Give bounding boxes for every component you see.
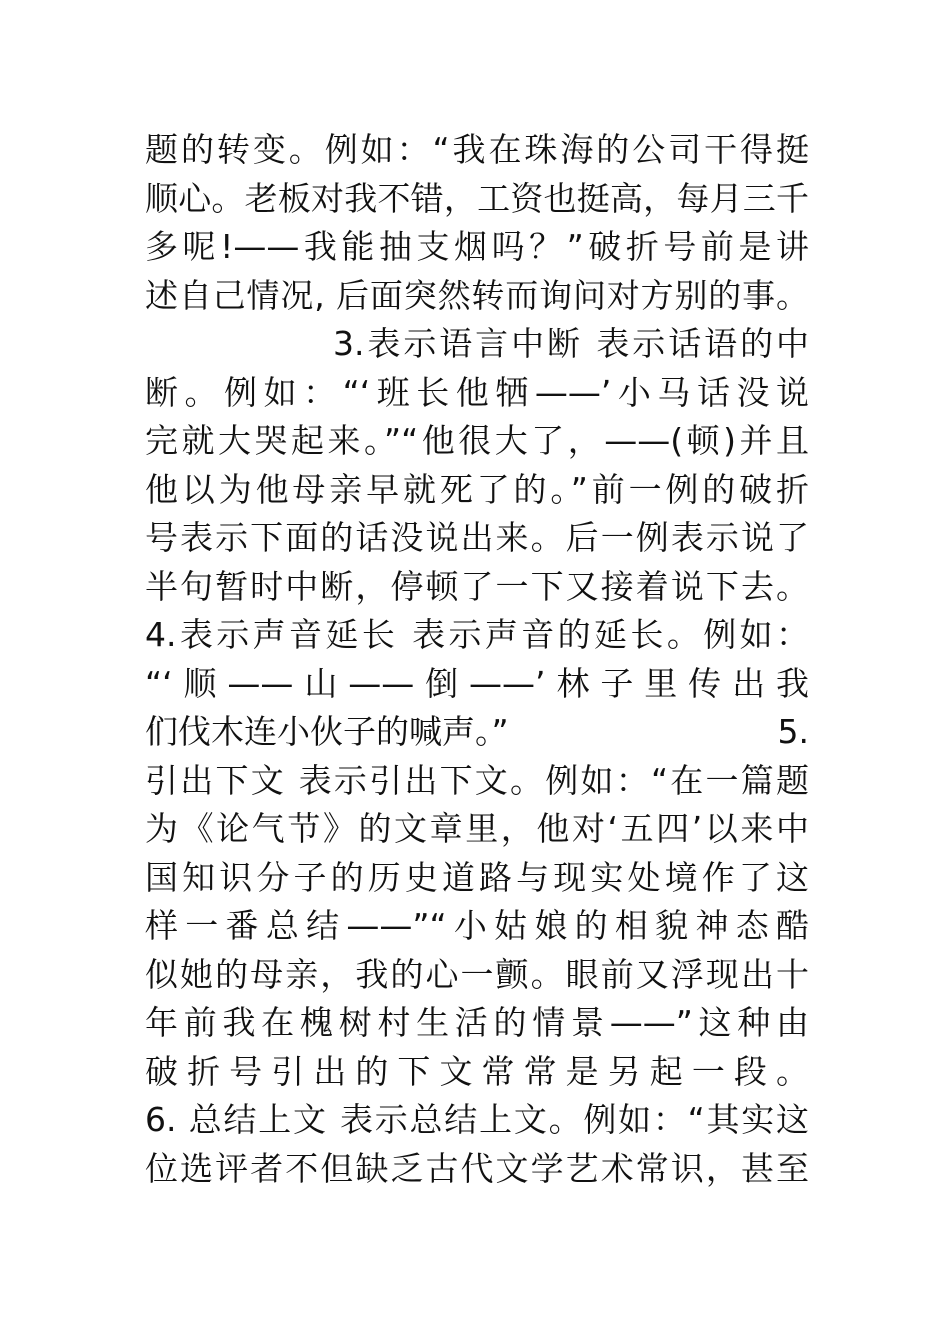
text-line: 半句暂时中断，停顿了一下又接着说下去。 xyxy=(145,566,809,606)
text-line xyxy=(145,708,809,757)
text-line: 为《论气节》的文章里，他对‘五四’以来中 xyxy=(145,809,809,848)
text-line: 6. 总结上文 表示总结上文。例如：“其实这 xyxy=(145,1100,809,1139)
text-line: 题的转变。例如：“我在珠海的公司干得挺 xyxy=(145,130,809,169)
text-line: 破折号引出的下文常常是另起一段。 xyxy=(145,1051,809,1091)
text-line-segment: 5. xyxy=(777,712,809,751)
text-line: 完就大哭起来。”“他很大了，——(顿)并且 xyxy=(145,421,809,460)
text-line-segment: 们伐木连小伙子的喊声。” xyxy=(145,712,509,751)
text-line: 号表示下面的话没说出来。后一例表示说了 xyxy=(145,518,809,557)
text-line: 似她的母亲，我的心一颤。眼前又浮现出十 xyxy=(145,954,809,994)
text-line: 引出下文 表示引出下文。例如：“在一篇题 xyxy=(145,760,809,800)
text-line: 4.表示声音延长 表示声音的延长。例如： xyxy=(145,615,809,654)
text-line: 顺心。老板对我不错，工资也挺高，每月三千 xyxy=(145,178,809,218)
text-line: 样一番总结——”“小姑娘的相貌神态酷 xyxy=(145,906,809,945)
text-line: 3.表示语言中断 表示话语的中 xyxy=(333,324,809,363)
text-line: 位选评者不但缺乏古代文学艺术常识，甚至 xyxy=(145,1148,809,1188)
text-line: 多呢!——我能抽支烟吗？”破折号前是讲 xyxy=(145,227,809,266)
text-line: 他以为他母亲早就死了的。”前一例的破折 xyxy=(145,469,809,509)
body-text xyxy=(145,126,809,1193)
text-line: 国知识分子的历史道路与现实处境作了这 xyxy=(145,857,809,897)
text-line: 年前我在槐树村生活的情景——”这种由 xyxy=(145,1003,809,1042)
text-line: 断。例如：“‘班长他牺——’小马话没说 xyxy=(145,372,809,412)
text-line: “‘顺——山——倒——’林子里传出我 xyxy=(145,663,809,703)
text-line: 述自己情况, 后面突然转而询问对方别的事。 xyxy=(145,275,809,315)
